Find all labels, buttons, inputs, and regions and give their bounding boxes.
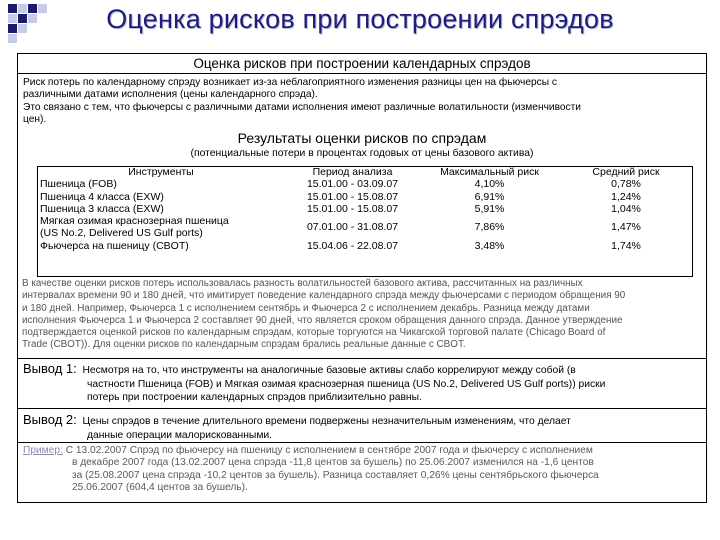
table-row [37,191,693,203]
divider [18,358,706,359]
conclusion-1-label: Вывод 1: [23,361,77,376]
header-max-risk: Максимальный риск [440,166,539,178]
cell-max-risk: 3,48% [474,239,505,252]
intro-text [18,74,706,126]
cell-instrument: Пшеница 4 класса (EXW) [40,190,164,203]
cell-avg-risk: 1,04% [611,202,641,215]
risk-table [37,166,693,252]
table-row [37,215,693,240]
frame-title: Оценка рисков при построении календарных спрэдов [18,54,706,74]
cell-avg-risk: 0,78% [611,178,641,191]
cell-max-risk: 7,86% [474,221,505,234]
note-line: исполнения Фьючерса 1 и Фьючерса 2 составляет 90 дней, что является сроком обращения данного спрэда. Данное утверждение [22,314,623,326]
conclusion-1-line: Несмотря на то, что инструменты на аналогичные базовые активы слабо коррелируют между собой (в [82,365,576,376]
divider [18,408,706,409]
conclusion-2-line: данные операции малорискованными. [87,429,273,441]
cell-period: 07.01.00 - 31.08.07 [306,221,399,234]
cell-max-risk: 6,91% [474,190,505,203]
instrument-name-line1: Мягкая озимая краснозерная пшеница [40,215,229,228]
note-line: В качестве оценки рисков потерь использовалась разность волатильностей базового актива, рассчитанных на различных [22,278,583,289]
cell-avg-risk: 1,74% [611,239,641,252]
header-period: Период анализа [312,166,393,178]
results-title: Результаты оценки рисков по спрэдам [237,130,487,147]
intro-line: Риск потерь по календарному спрэду возникает из-за неблагоприятного изменения разницы цен на фьючерсы с [23,77,557,88]
slide-title: Оценка рисков при построении спрэдов [106,4,614,34]
conclusion-2-line: Цены спрэдов в течение длительного времени подвержены незначительным изменениям, что делает [82,416,571,427]
intro-line: различными датами исполнения (цены календарного спрэда). [23,89,318,101]
cell-instrument: Пшеница (FOB) [40,178,117,191]
conclusion-1-line: частности Пшеница (FOB) и Мягкая озимая краснозерная пшеница (US No.2, Delivered US Gulf ports)) риски [87,378,606,390]
header-instruments: Инструменты [128,166,194,178]
example-line: за (25.08.2007 цена спрэда -10,2 центов за бушель). Разница составляет 0,26% цены сентябрьского фьючерса [72,469,599,481]
conclusion-1-line: потерь при построении календарных спрэдов приблизительно равны. [87,392,422,403]
note-line: и 180 дней. Например, Фьючерса 1 с исполнением сентябрь и Фьючерса 2 с исполнением декабрь. Разница между датами [22,302,590,314]
example-line: С 13.02.2007 Спрэд по фьючерсу на пшеницу с исполнением в сентябре 2007 года и фьючерсу с исполнением [65,445,593,456]
cell-period: 15.01.00 - 03.09.07 [306,178,399,191]
cell-instrument: Пшеница 3 класса (EXW) [40,202,164,215]
divider [18,442,706,443]
cell-avg-risk: 1,24% [611,190,641,203]
table-row [37,203,693,215]
conclusion-2-label: Вывод 2: [23,412,77,427]
cell-period: 15.01.00 - 15.08.07 [306,202,399,215]
note-line: Trade (CBOT)). Для оценки рисков по календарным спрэдам брались реальные данные с CBOT. [22,339,466,351]
example-label: Пример: [23,445,63,456]
results-subtitle: (потенциальные потери в процентах годовых от цены базового актива) [190,148,534,160]
header-avg-risk: Средний риск [592,166,660,178]
cell-max-risk: 5,91% [474,202,505,215]
cell-period: 15.01.00 - 15.08.07 [306,190,399,203]
example-line: 25.06.2007 (604,4 центов за бушель). [72,481,248,493]
method-note [22,278,704,352]
example-block [23,445,705,494]
instrument-name-line2: (US No.2, Delivered US Gulf ports) [40,227,203,240]
intro-line: цен). [23,113,47,125]
note-line: подтверждается оценкой рисков по календарным спрэдам, которые торгуются на Чикагской торговой палате (Chicago Board of [22,327,606,339]
example-line: в декабре 2007 года (13.02.2007 цена спрэда -11,8 центов за бушель) по 25.06.2007 изменился на -1,6 центов [72,457,594,469]
note-line: интервалах времени 90 и 180 дней, что имитирует поведение календарного спрэда между фьючерсами с периодом обращения 90 [22,290,626,302]
cell-avg-risk: 1,47% [611,221,641,234]
table-row [37,240,693,252]
table-row [37,178,693,190]
intro-line: Это связано с тем, что фьючерсы с различными датами исполнения имеют различные волатильности (изменчивости [23,101,581,113]
conclusion-2 [23,413,703,442]
cell-instrument: Фьючерса на пшеницу (CBOT) [40,239,189,252]
conclusion-1 [23,362,703,405]
cell-max-risk: 4,10% [474,178,505,191]
content-frame [17,53,707,503]
cell-instrument [37,215,285,240]
table-header-row [37,166,693,178]
cell-period: 15.04.06 - 22.08.07 [306,239,399,252]
